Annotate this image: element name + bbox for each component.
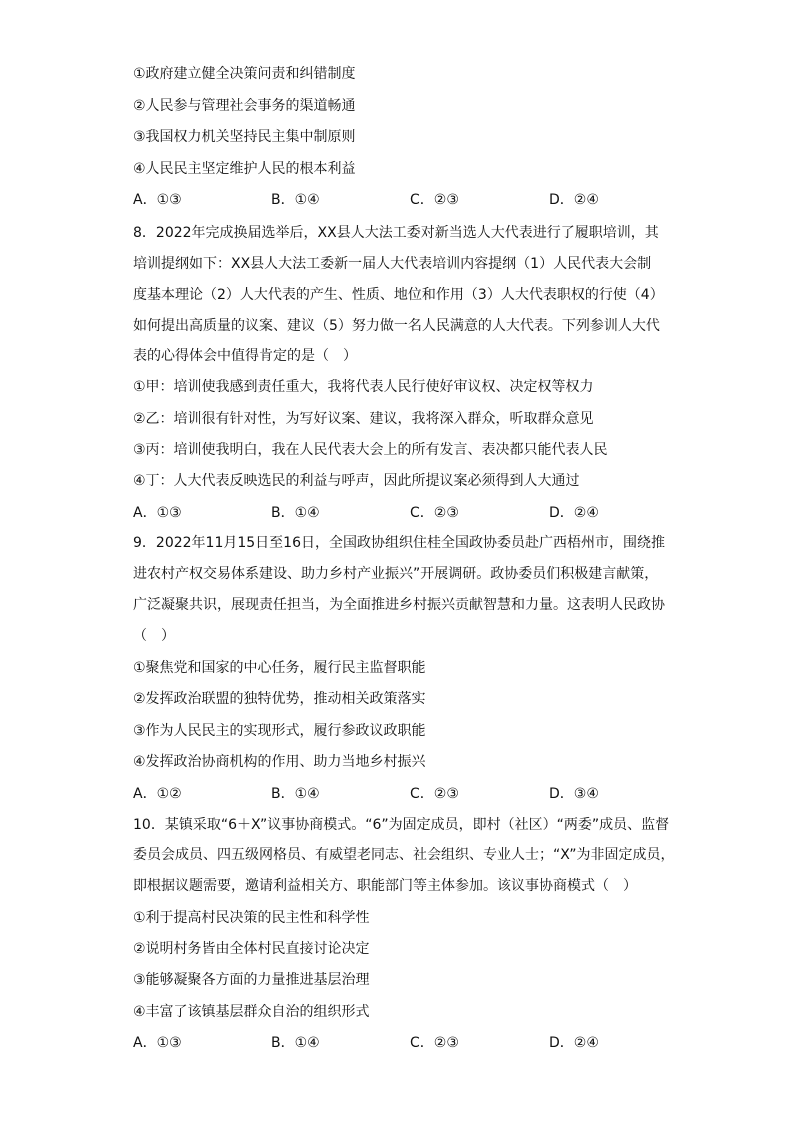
- option-a[interactable]: A．①③: [133, 1035, 182, 1051]
- option-c[interactable]: C．②③: [410, 505, 459, 521]
- q8-stem-line: 如何提出高质量的议案、建议（5）努力做一名人民满意的人大代表。下列参训人大代: [133, 318, 660, 334]
- option-c[interactable]: C．②③: [410, 1035, 459, 1051]
- option-d[interactable]: D．③④: [549, 786, 599, 802]
- option-d[interactable]: D．②④: [549, 1035, 599, 1051]
- q10-stem-line: 委员会成员、四五级网格员、有威望老同志、社会组织、专业人士；“X”为非固定成员，: [133, 847, 675, 863]
- option-a[interactable]: A．①③: [133, 192, 182, 208]
- q10-answer-options: [133, 1033, 633, 1053]
- q8-statement-2: ②乙：培训很有针对性，为写好议案、建议，我将深入群众，听取群众意见: [133, 411, 594, 427]
- option-c[interactable]: C．②③: [410, 192, 459, 208]
- q10-statement-4: ④丰富了该镇基层群众自治的组织形式: [133, 1004, 370, 1020]
- statement-3: ③我国权力机关坚持民主集中制原则: [133, 129, 356, 145]
- statement-2: ②人民参与管理社会事务的渠道畅通: [133, 98, 356, 114]
- option-d[interactable]: D．②④: [549, 192, 599, 208]
- option-b[interactable]: B．①④: [271, 505, 320, 521]
- q8-statement-4: ④丁：人大代表反映选民的利益与呼声，因此所提议案必须得到人大通过: [133, 473, 580, 489]
- q10-stem-line: 10．某镇采取“6＋X”议事协商模式。“6”为固定成员，即村（社区）“两委”成员、监督: [133, 817, 670, 833]
- option-b[interactable]: B．①④: [271, 1035, 320, 1051]
- option-b[interactable]: B．①④: [271, 192, 320, 208]
- answer-options: [133, 190, 633, 210]
- q10-statement-3: ③能够凝聚各方面的力量推进基层治理: [133, 972, 370, 988]
- q10-statement-1: ①利于提高村民决策的民主性和科学性: [133, 910, 370, 926]
- statement-1: ①政府建立健全决策问责和纠错制度: [133, 66, 356, 82]
- option-c[interactable]: C．②③: [410, 786, 459, 802]
- q9-statement-4: ④发挥政治协商机构的作用、助力当地乡村振兴: [133, 754, 426, 770]
- option-a[interactable]: A．①②: [133, 786, 182, 802]
- q9-statement-2: ②发挥政治联盟的独特优势，推动相关政策落实: [133, 691, 426, 707]
- q9-statement-3: ③作为人民民主的实现形式，履行参政议政职能: [133, 723, 426, 739]
- q8-statement-1: ①甲：培训使我感到责任重大，我将代表人民行使好审议权、决定权等权力: [133, 379, 594, 395]
- q8-stem-line: 8．2022年完成换届选举后，XX县人大法工委对新当选人大代表进行了履职培训，其: [133, 225, 659, 241]
- q9-answer-options: [133, 784, 633, 804]
- q8-stem-line: 表的心得体会中值得肯定的是（ ）: [133, 348, 357, 364]
- q9-stem-line: （ ）: [133, 628, 175, 644]
- option-b[interactable]: B．①④: [271, 786, 320, 802]
- q9-stem-line: 进农村产权交易体系建设、助力乡村产业振兴”开展调研。政协委员们积极建言献策，: [133, 566, 659, 582]
- q9-stem-line: 广泛凝聚共识，展现责任担当，为全面推进乡村振兴贡献智慧和力量。这表明人民政协: [133, 597, 665, 613]
- option-d[interactable]: D．②④: [549, 505, 599, 521]
- q8-statement-3: ③丙：培训使我明白，我在人民代表大会上的所有发言、表决都只能代表人民: [133, 442, 608, 458]
- q8-stem-line: 培训提纲如下：XX县人大法工委新一届人大代表培训内容提纲（1）人民代表大会制: [133, 256, 652, 272]
- q8-answer-options: [133, 503, 633, 523]
- statement-4: ④人民民主坚定维护人民的根本利益: [133, 161, 356, 177]
- q9-stem-line: 9．2022年11月15日至16日，全国政协组织住桂全国政协委员赴广西梧州市，围绕推: [133, 535, 665, 551]
- option-a[interactable]: A．①③: [133, 505, 182, 521]
- q10-statement-2: ②说明村务皆由全体村民直接讨论决定: [133, 941, 370, 957]
- q9-statement-1: ①聚焦党和国家的中心任务，履行民主监督职能: [133, 660, 426, 676]
- q10-stem-line: 即根据议题需要，邀请利益相关方、职能部门等主体参加。该议事协商模式（ ）: [133, 878, 637, 894]
- q8-stem-line: 度基本理论（2）人大代表的产生、性质、地位和作用（3）人大代表职权的行使（4）: [133, 287, 664, 303]
